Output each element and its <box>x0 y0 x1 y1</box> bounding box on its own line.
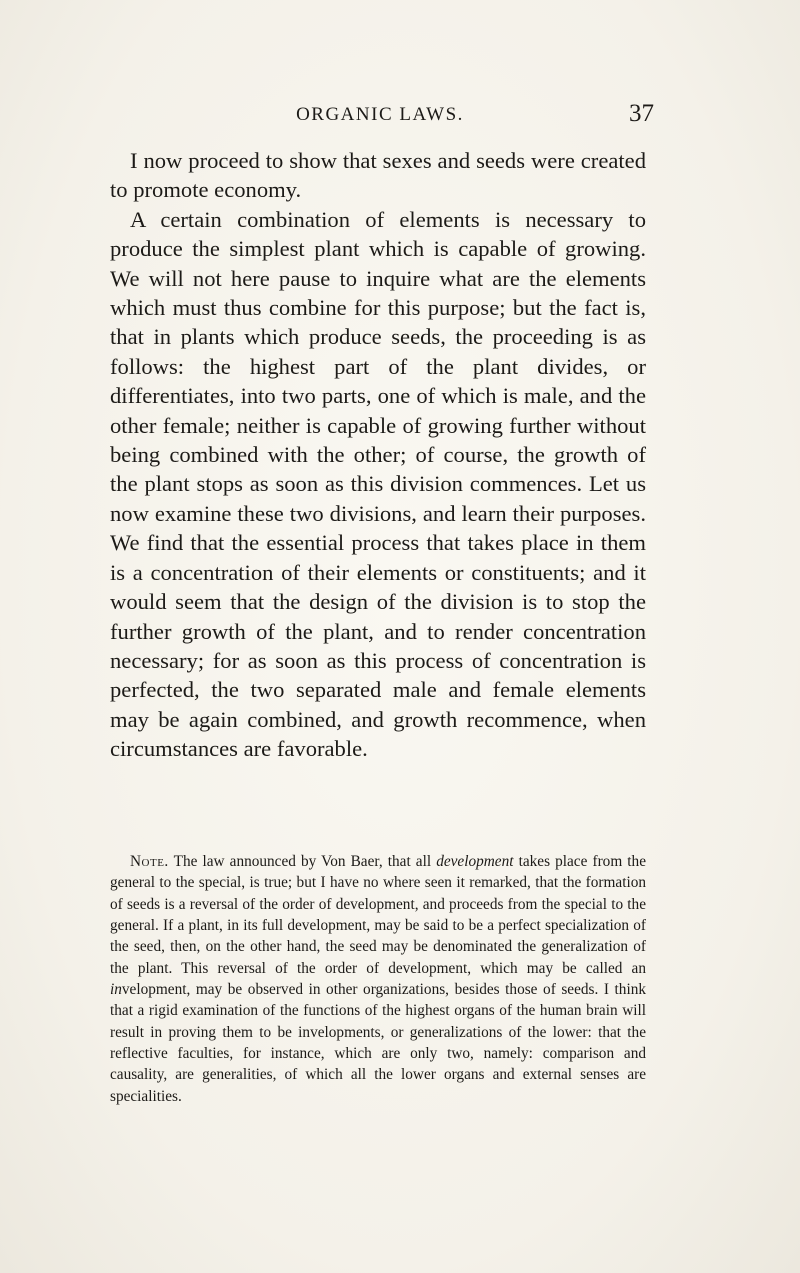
body-paragraph: A certain combination of elements is necessary to produce the simplest plant which is capable of growing. We will not here pause to inquire what are the elements which must thus combine for this purpose; but the fact is, that in plants which produce seeds, the proceeding is as follows: the highest part of the plant divides, or differentiates, into two parts, one of which is male, and the other female; neither is capable of growing further without being combined with the other; of course, the growth of the plant stops as soon as this division commences. Let us now examine these two divisions, and learn their purposes. We find that the essential process that takes place in them is a concentration of their elements or constituents; and it would seem that the design of the division is to stop the further growth of the plant, and to render concentration necessary; for as soon as this process of concentration is perfected, the two separated male and female elements may be again combined, and growth recommence, when circumstances are favorable. <box>110 206 646 762</box>
note-text: The law announced by Von Baer, that all <box>173 853 432 870</box>
note-text: takes place from the general to the special, is true; but I have no where seen it remarked, that the formation of seeds is a reversal of the order of development, and proceeds from the special to the general. If a plant, in its full development, may be said to be a perfect specialization of the seed, then, on the other hand, the seed may be denominated the generalization of the plant. This reversal of the order of development, which may be called an <box>110 853 646 977</box>
footnote-paragraph <box>110 851 646 1107</box>
page-number: 37 <box>629 100 654 127</box>
running-title: ORGANIC LAWS. <box>296 104 464 125</box>
body-text <box>110 146 646 764</box>
note-label: Note. <box>130 853 169 870</box>
note-text: velopment, may be observed in other organizations, besides those of seeds. I think that a rigid examination of the functions of the highest organs of the human brain will result in proving them to be invelopments, or generalizations of the lower: that the reflective faculties, for instance, which are only two, namely: comparison and causality, are generalities, of which all the lower organs and external senses are specialities. <box>110 981 646 1105</box>
body-paragraph: I now proceed to show that sexes and seeds were created to promote economy. <box>110 148 646 203</box>
footnote <box>110 851 646 1107</box>
running-head <box>110 100 654 130</box>
note-emphasis: in <box>110 981 122 999</box>
note-emphasis: development <box>436 853 514 870</box>
